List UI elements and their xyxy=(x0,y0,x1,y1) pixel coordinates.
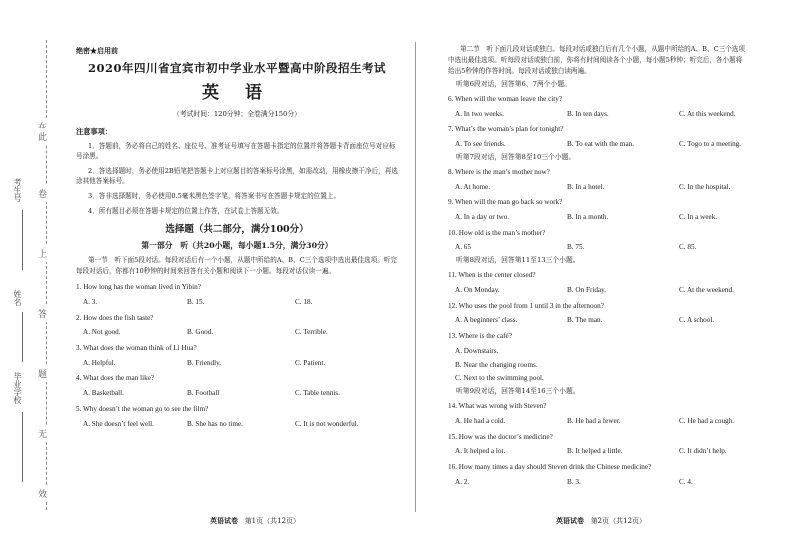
answer-options xyxy=(448,243,748,253)
question-text: 12. Who uses the pool from 1 until 3 in the afternoon? xyxy=(448,301,604,310)
question-text: 14. What was wrong with Steven? xyxy=(448,402,547,411)
option-b: B. It helped a little. xyxy=(567,447,623,456)
option-c: C. Patient. xyxy=(295,358,326,367)
option-c: C. Table tennis. xyxy=(295,389,340,398)
name-label: 姓名 xyxy=(13,290,22,306)
option-c: C. A school. xyxy=(679,316,715,325)
option-b: B. 15. xyxy=(187,297,205,306)
question-text: 16. How many times a day should Steven drink the Chinese medicine? xyxy=(448,463,652,472)
part-one-heading: 第一部分 听（共20小题，每小题1.5分，满分30分） xyxy=(141,240,333,250)
question-text: 9. When will the man go back so work? xyxy=(448,198,563,207)
footer-subject: 英语试卷 xyxy=(210,516,238,525)
question-text: 13. Where is the café? xyxy=(448,332,512,341)
option-a: A. Downstairs. xyxy=(455,346,499,355)
option-a: A. To see friends. xyxy=(455,139,506,148)
option-c: C. 85. xyxy=(679,243,697,252)
option-c: C. In a week. xyxy=(679,213,718,221)
option-c: C. It is not wonderful. xyxy=(295,419,359,428)
option-c: C. Next to the swimming pool. xyxy=(455,374,544,383)
question-block xyxy=(448,433,748,457)
option-b: B. In a month. xyxy=(567,213,609,221)
school-label: 毕业学校 xyxy=(13,372,22,404)
listening-instruction: 听第9段对话，回答第14至16三个小题。 xyxy=(456,387,580,396)
question-block xyxy=(448,302,748,326)
candidate-number-label: 考生号 xyxy=(13,178,22,202)
option-c: C. Togo to a meeting. xyxy=(679,139,742,148)
option-a: A. On Monday. xyxy=(455,286,500,295)
option-a: A. At home. xyxy=(455,182,491,191)
option-c: C. He had a cough. xyxy=(679,416,735,425)
binding-char: 上 xyxy=(38,245,47,262)
question-block xyxy=(448,463,748,487)
option-a: A. Basketball. xyxy=(83,389,124,398)
question-block xyxy=(448,229,748,253)
binding-char: 答 xyxy=(38,305,47,322)
right-page-footer xyxy=(556,516,646,526)
notice-item: 2．答选择题时，务必使用2B铅笔把答题卡上对应题目的答案标号涂黑，如需改动，用橡皮擦干净后，再选涂其他答案标号。 xyxy=(76,166,398,186)
option-b: B. The man. xyxy=(567,316,603,325)
option-b: B. She has no time. xyxy=(187,419,243,428)
option-a: A. 3. xyxy=(83,297,98,306)
left-page xyxy=(76,40,398,429)
question-text: 6. When will the woman leave the city? xyxy=(448,94,563,103)
answer-options xyxy=(76,298,398,308)
question-text: 15. How was the doctor’s medicine? xyxy=(448,432,553,441)
binding-char: 效 xyxy=(38,485,47,502)
answer-options xyxy=(76,389,398,399)
option-b: B. In ten days. xyxy=(567,109,609,118)
left-page-footer xyxy=(210,516,300,526)
question-text: 1. How long has the woman lived in Yibin? xyxy=(76,283,201,292)
binding-char: 无 xyxy=(38,425,47,442)
question-block xyxy=(76,344,398,368)
question-block xyxy=(448,332,748,384)
subject-title: 英 语 xyxy=(202,82,272,103)
option-b: B. On Friday. xyxy=(567,286,607,295)
option-b: B. 3. xyxy=(567,477,581,486)
option-a: A. Helpful. xyxy=(83,358,116,367)
option-a: A. Not good. xyxy=(83,328,121,337)
question-text: 3. What does the woman think of Li Hua? xyxy=(76,344,197,353)
option-c: C. 4. xyxy=(679,477,693,486)
section-one-intro: 第一节 听下面5段对话。每段对话后有一个小题，从题中所给的A、B、C三个选项中选出最佳选项。听完每段对话后，你都有10秒钟的时间来回答有关小题和阅读下一小题。每段对话仅读一遍。 xyxy=(76,256,397,276)
answer-options xyxy=(448,417,748,427)
question-block xyxy=(76,374,398,398)
option-a: A. He had a cold. xyxy=(455,416,506,425)
school-line xyxy=(22,412,23,482)
option-c: C. It didn’t help. xyxy=(679,447,727,456)
option-b: B. In a hotel. xyxy=(567,182,605,191)
question-text: 4. What does the man like? xyxy=(76,374,155,383)
question-block xyxy=(76,405,398,429)
option-a: A. 2. xyxy=(455,477,470,486)
question-block xyxy=(448,271,748,295)
option-b: B. Near the changing rooms. xyxy=(455,360,538,369)
answer-options xyxy=(448,478,748,488)
option-a: A. In a day or two. xyxy=(455,213,510,221)
option-a: A. In two weeks. xyxy=(455,109,504,118)
option-a: A. She doesn’t feel well. xyxy=(83,419,154,428)
name-line xyxy=(22,312,23,362)
option-c: C. At the weekend. xyxy=(679,286,734,295)
right-page xyxy=(448,40,748,488)
notice-item: 3．答非选择题时，务必使用0.5毫米黑色签字笔，将答案书写在答题卡规定的位置上。 xyxy=(88,191,341,200)
footer-page-number: 第1页（共12页） xyxy=(244,517,301,525)
listening-instruction: 听第7段对话，回答第8至10三个小题。 xyxy=(456,152,576,161)
question-block xyxy=(448,125,748,149)
binding-char: 题 xyxy=(38,365,47,382)
question-block xyxy=(448,402,748,426)
option-c: C. 18. xyxy=(295,297,313,306)
option-b: B. Football xyxy=(187,389,220,398)
option-b: B. Good. xyxy=(187,328,214,337)
answer-options xyxy=(448,286,748,296)
option-c: C. In the hospital. xyxy=(679,182,731,191)
question-text: 11. When is the center closed? xyxy=(448,271,536,280)
notice-item: 4．所有题目必须在答题卡规定的位置上作答，在试卷上答题无效。 xyxy=(88,206,284,215)
option-b: B. Friendly. xyxy=(187,358,222,367)
option-c: C. At this weekend. xyxy=(679,109,736,118)
answer-options xyxy=(448,213,748,223)
exam-time-info: （考试时间：120分钟；全卷满分150分） xyxy=(173,109,301,118)
option-b: B. He had a fewer. xyxy=(567,416,621,425)
footer-subject: 英语试卷 xyxy=(556,516,584,525)
notice-heading: 注意事项： xyxy=(76,127,112,137)
page-divider xyxy=(415,42,416,512)
answer-options xyxy=(76,328,398,338)
candidate-number-line xyxy=(22,210,23,270)
answer-options xyxy=(76,359,398,369)
answer-options xyxy=(448,140,748,150)
option-a: A. It helped a lot. xyxy=(455,447,506,456)
question-block xyxy=(448,95,748,119)
question-text: 10. How old is the man’s mother? xyxy=(448,228,546,237)
part-title: 选择题（共二部分，满分100分） xyxy=(165,224,309,236)
option-b: B. 75. xyxy=(567,243,585,252)
question-block xyxy=(448,198,748,222)
listening-instruction: 听第8段对话，回答第11至13三个小题。 xyxy=(456,256,580,265)
question-text: 5. Why doesn’t the woman go to see the film? xyxy=(76,404,209,413)
exam-title: 2020年四川省宜宾市初中学业水平暨高中阶段招生考试 xyxy=(87,61,386,76)
notice-item: 1．答题前，务必将自己的姓名、座位号、准考证号填写在答题卡指定的位置并将答题卡背面座位号对应标号涂黑。 xyxy=(76,141,396,161)
answer-options xyxy=(448,347,748,384)
question-text: 8. Where is the man’s mother now? xyxy=(448,167,550,176)
question-block xyxy=(76,283,398,307)
listening-instruction: 听第6段对话，回答第6、7两个小题。 xyxy=(456,79,571,88)
binding-char: 卷 xyxy=(38,185,47,202)
option-a: A. 65 xyxy=(455,243,471,252)
binding-margin xyxy=(0,0,70,560)
question-block xyxy=(448,168,748,192)
answer-options xyxy=(448,183,748,193)
option-b: B. To eat with the man. xyxy=(567,139,635,148)
answer-options xyxy=(448,110,748,120)
question-text: 7. What’s the woman’s plan for tonight? xyxy=(448,125,564,134)
option-c: C. Terrible. xyxy=(295,328,328,337)
binding-char: 此 xyxy=(38,128,47,145)
answer-options xyxy=(76,420,398,430)
answer-options xyxy=(448,316,748,326)
question-text: 2. How does the fish taste? xyxy=(76,313,154,322)
answer-options xyxy=(448,447,748,457)
question-block xyxy=(76,314,398,338)
section-two-intro: 第二节 听下面几段对话或独白。每段对话或独白后有几个小题，从题中所给的A、B、C三个选项中选出最佳选项。听每段对话或独白前，你将有时间阅读各个小题，每小题5秒钟；听完后，各小题将给出5秒钟的作答时间。每段对话或独白读两遍。 xyxy=(448,45,745,75)
footer-page-number: 第2页（共12页） xyxy=(590,517,647,525)
secret-mark: 绝密★启用前 xyxy=(76,46,118,55)
option-a: A. A beginners’ class. xyxy=(455,316,518,325)
